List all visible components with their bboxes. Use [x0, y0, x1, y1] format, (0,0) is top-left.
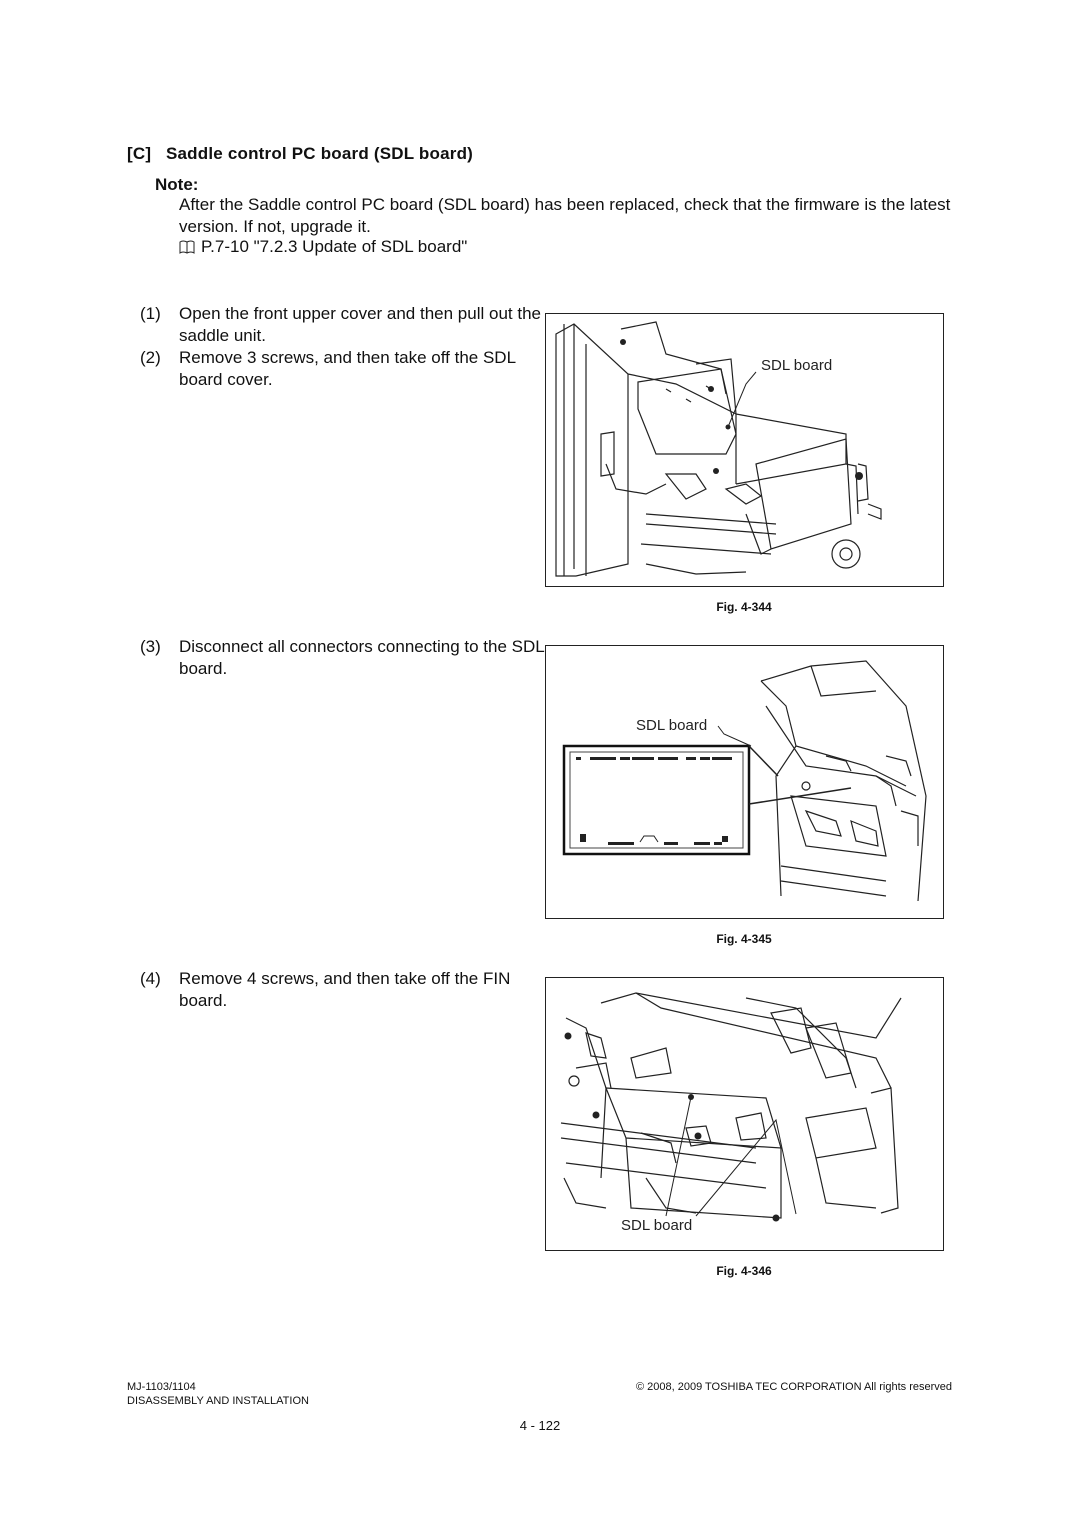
sdl-board-illustration [546, 646, 943, 918]
figure-4-345 [545, 645, 944, 919]
section-heading: [C] Saddle control PC board (SDL board) [127, 144, 474, 163]
step-number: (2) [140, 348, 161, 367]
step-1 [140, 303, 550, 347]
page-number: 4 - 122 [519, 1418, 561, 1433]
step-number: (1) [140, 304, 161, 323]
callout-sdl-board: SDL board [621, 1217, 693, 1234]
step-3 [140, 636, 550, 680]
figure-4-346 [545, 977, 944, 1251]
footer-copyright: © 2008, 2009 TOSHIBA TEC CORPORATION All rights reserved [635, 1381, 952, 1393]
step-text: Remove 4 screws, and then take off the FIN board. [179, 969, 511, 1010]
step-text: Open the front upper cover and then pull out the saddle unit. [179, 304, 541, 345]
saddle-unit-illustration [546, 314, 943, 586]
figure-caption: Fig. 4-345 [716, 932, 772, 946]
fin-board-illustration [546, 978, 943, 1250]
callout-sdl-board: SDL board [636, 717, 708, 734]
figure-4-344 [545, 313, 944, 587]
footer-model: MJ-1103/1104 [127, 1381, 196, 1393]
callout-sdl-board: SDL board [761, 357, 833, 374]
footer-chapter: DISASSEMBLY AND INSTALLATION [127, 1395, 309, 1407]
step-text: Remove 3 screws, and then take off the SDL board cover. [179, 348, 516, 389]
note-text: After the Saddle control PC board (SDL board) has been replaced, check that the firmware is the latest version. If not, upgrade it. [179, 195, 951, 236]
manual-reference-text: P.7-10 "7.2.3 Update of SDL board" [201, 237, 468, 256]
step-4 [140, 968, 550, 1012]
step-text: Disconnect all connectors connecting to the SDL board. [179, 637, 545, 678]
manual-reference[interactable] [179, 237, 467, 257]
step-2 [140, 347, 550, 391]
note-label: Note: [155, 175, 199, 194]
step-number: (4) [140, 969, 161, 988]
figure-caption: Fig. 4-346 [716, 1264, 772, 1278]
figure-caption: Fig. 4-344 [716, 600, 772, 614]
step-number: (3) [140, 637, 161, 656]
book-icon [179, 240, 195, 254]
